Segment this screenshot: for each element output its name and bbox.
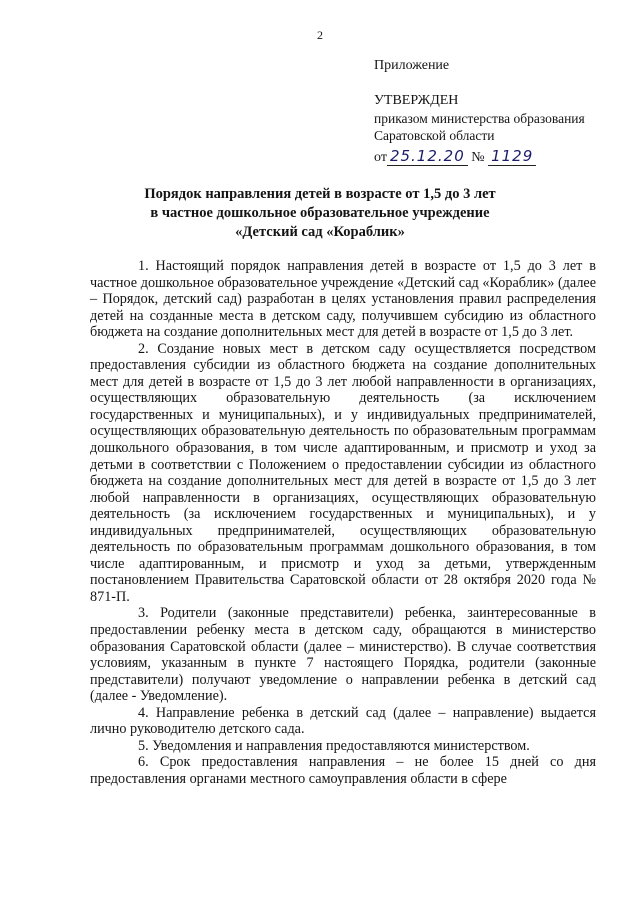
date-prefix: от [374, 150, 387, 165]
approval-block [374, 92, 624, 166]
paragraph-5: 5. Уведомления и направления предоставляются министерством. [138, 737, 530, 754]
title-line-3: «Детский сад «Кораблик» [235, 224, 405, 240]
paragraph-4: 4. Направление ребенка в детский сад (далее – направление) выдается лично руководителю детского сада. [90, 704, 596, 738]
page-number: 2 [317, 28, 323, 42]
document-body [90, 258, 596, 788]
paragraph-6: 6. Срок предоставления направления – не более 15 дней со дня предоставления органами местного самоуправления области в сфере [90, 754, 596, 787]
appendix-label: Приложение [374, 58, 450, 73]
handwritten-date: 25.12.20 [387, 147, 468, 166]
number-sign: № [471, 150, 485, 165]
paragraph-1: 1. Настоящий порядок направления детей в возрасте от 1,5 до 3 лет в частное дошкольное образовательное учреждение «Детский сад «Кораблик» (далее – Порядок, детский сад) разработан в целях установления правил распределения детей на созданные места в детском саду, получившем субсидию из областного бюджета на создание дополнительных мест для детей в возрасте от 1,5 до 3 лет. [90, 258, 596, 341]
paragraph-2: 2. Создание новых мест в детском саду осуществляется посредством предоставления субсидии из областного бюджета на создание дополнительных мест для детей в возрасте от 1,5 до 3 лет любой направленности в организациях, осуществляющих образовательную деятельность (за исключением государственных и муниципальных), и у индивидуальных предпринимателей, осуществляющих образовательную деятельность по образовательным программам дошкольного образования, в том числе адаптированным, и присмотр и уход за детьми в соответствии с Положением о предоставлении субсидии из областного бюджета на создание дополнительных мест для детей в возрасте от 1,5 до 3 лет любой направленности в организациях, осуществляющих образовательную деятельность (за исключением государственных и муниципальных), и у индивидуальных предпринимателей, осуществляющих образовательную деятельность по образовательным программам дошкольного образования, в том числе адаптированным, и присмотр и уход за детьми, утвержденным постановлением Правительства Саратовской области от 28 октября 2020 года № 871-П. [90, 340, 596, 605]
approved-heading: УТВЕРЖДЕН [374, 93, 459, 108]
approval-line-2: Саратовской области [374, 128, 495, 143]
paragraph-3: 3. Родители (законные представители) ребенка, заинтересованные в предоставлении ребенку места в детском саду, обращаются в министерство образования Саратовской области (далее – министерство). В случае соответствия условиям, указанным в пункте 7 настоящего Порядка, родители (законные представители) получают уведомление о направлении ребенка в детский сад (далее - Уведомление). [90, 605, 596, 705]
handwritten-number: 1129 [488, 147, 536, 166]
approval-date-line [374, 147, 624, 166]
title-line-2: в частное дошкольное образовательное учреждение [150, 205, 490, 221]
document-title [0, 185, 640, 242]
approval-line-1: приказом министерства образования [374, 111, 585, 126]
title-line-1: Порядок направления детей в возрасте от 1,5 до 3 лет [144, 186, 496, 202]
